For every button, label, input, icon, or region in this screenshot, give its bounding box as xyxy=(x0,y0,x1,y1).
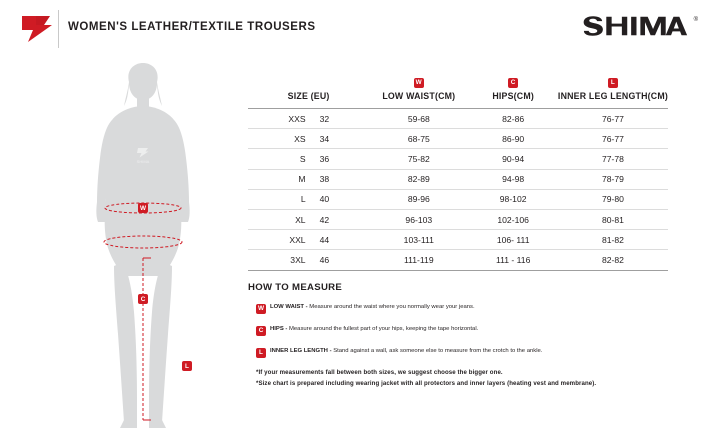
hips-badge-icon: C xyxy=(256,326,266,336)
cell-hips: 94-98 xyxy=(468,169,558,189)
how-to-term-hips: HIPS xyxy=(270,326,284,332)
cell-size: 3XL 46 xyxy=(248,250,369,270)
how-to-measure-item-inner-leg xyxy=(248,347,668,361)
inner-leg-length-marker: L xyxy=(182,361,192,371)
column-header-inner-leg-label: INNER LEG LENGTH xyxy=(557,91,648,101)
cell-low-waist: 111-119 xyxy=(369,250,468,270)
cell-inner-leg: 82-82 xyxy=(558,250,668,270)
column-header-hips-unit: (CM) xyxy=(513,91,534,101)
low-waist-badge-icon: W xyxy=(415,79,422,86)
table-header-row xyxy=(248,78,668,109)
cell-size: S 36 xyxy=(248,149,369,169)
column-header-size: SIZE (EU) xyxy=(287,91,330,101)
table-row xyxy=(248,169,668,189)
waist-marker: W xyxy=(139,204,147,212)
cell-low-waist: 68-75 xyxy=(369,129,468,149)
column-header-low-waist-unit: (CM) xyxy=(434,91,456,101)
table-row xyxy=(248,149,668,169)
column-header-inner-leg-unit: (CM) xyxy=(647,91,668,101)
cell-inner-leg: 78-79 xyxy=(558,169,668,189)
note-size-chart-preparation: *Size chart is prepared including wearing jacket with all protectors and inner layers (heating vest and membrane). xyxy=(256,380,597,387)
shima-wordmark-icon xyxy=(580,16,692,38)
cell-low-waist: 96-103 xyxy=(369,209,468,229)
cell-low-waist: 103-111 xyxy=(369,230,468,250)
cell-inner-leg: 76-77 xyxy=(558,129,668,149)
how-to-desc-inner-leg: Stand against a wall, ask someone else to measure from the crotch to the ankle. xyxy=(333,348,543,354)
page-header xyxy=(0,0,720,56)
column-header-hips xyxy=(468,78,558,109)
brand-logo xyxy=(580,16,698,38)
cell-low-waist: 82-89 xyxy=(369,169,468,189)
cell-low-waist: 59-68 xyxy=(369,109,468,129)
hips-marker: C xyxy=(138,294,148,304)
inner-leg-badge-icon: L xyxy=(256,348,266,358)
table-row xyxy=(248,129,668,149)
cell-inner-leg: 76-77 xyxy=(558,109,668,129)
how-to-dash: - xyxy=(327,348,334,354)
cell-inner-leg: 77-78 xyxy=(558,149,668,169)
how-to-desc-hips: Measure around the fullest part of your hips, keeping the tape horizontal. xyxy=(289,326,479,332)
cell-size: XXL 44 xyxy=(248,230,369,250)
how-to-dash: - xyxy=(283,326,289,332)
column-header-low-waist-label: LOW WAIST xyxy=(382,91,435,101)
cell-hips: 111 - 116 xyxy=(468,250,558,270)
how-to-measure-item-hips xyxy=(248,325,668,339)
cell-size: XS 34 xyxy=(248,129,369,149)
table-row xyxy=(248,250,668,270)
cell-low-waist: 89-96 xyxy=(369,189,468,209)
cell-size: M 38 xyxy=(248,169,369,189)
cell-hips: 86-90 xyxy=(468,129,558,149)
hips-badge-icon: C xyxy=(508,78,518,88)
trademark-symbol: ® xyxy=(693,17,698,23)
cell-hips: 90-94 xyxy=(468,149,558,169)
table-row xyxy=(248,109,668,129)
header-divider xyxy=(58,10,59,48)
column-header-inner-leg xyxy=(558,78,668,109)
cell-size: L 40 xyxy=(248,189,369,209)
how-to-desc-low-waist: Measure around the waist where you normally wear your jeans. xyxy=(309,304,475,310)
cell-hips: 102-106 xyxy=(468,209,558,229)
cell-low-waist: 75-82 xyxy=(369,149,468,169)
shima-flag-icon xyxy=(22,16,52,42)
svg-text:SHIMA: SHIMA xyxy=(136,159,150,164)
how-to-measure-title: HOW TO MEASURE xyxy=(248,282,343,293)
cell-hips: 106- 111 xyxy=(468,230,558,250)
low-waist-badge-icon: W xyxy=(257,305,265,312)
column-header-low-waist xyxy=(369,78,468,109)
female-body-measurement-figure xyxy=(58,62,228,432)
how-to-dash: - xyxy=(304,304,310,310)
table-row xyxy=(248,189,668,209)
how-to-measure-section xyxy=(248,282,668,391)
inner-leg-badge-icon: L xyxy=(608,78,618,88)
column-header-hips-label: HIPS xyxy=(492,91,514,101)
cell-hips: 82-86 xyxy=(468,109,558,129)
note-between-sizes: *If your measurements fall between both sizes, we suggest choose the bigger one. xyxy=(256,369,503,376)
cell-hips: 98-102 xyxy=(468,189,558,209)
table-row xyxy=(248,209,668,229)
size-chart-table xyxy=(248,78,668,271)
how-to-measure-item-low-waist xyxy=(248,303,668,317)
cell-inner-leg: 81-82 xyxy=(558,230,668,250)
cell-size: XL 42 xyxy=(248,209,369,229)
page-title: WOMEN'S LEATHER/TEXTILE TROUSERS xyxy=(68,21,316,33)
how-to-term-inner-leg: INNER LEG LENGTH xyxy=(270,348,328,354)
how-to-term-low-waist: LOW WAIST xyxy=(270,304,305,310)
table-row xyxy=(248,230,668,250)
cell-size: XXS 32 xyxy=(248,109,369,129)
cell-inner-leg: 79-80 xyxy=(558,189,668,209)
cell-inner-leg: 80-81 xyxy=(558,209,668,229)
